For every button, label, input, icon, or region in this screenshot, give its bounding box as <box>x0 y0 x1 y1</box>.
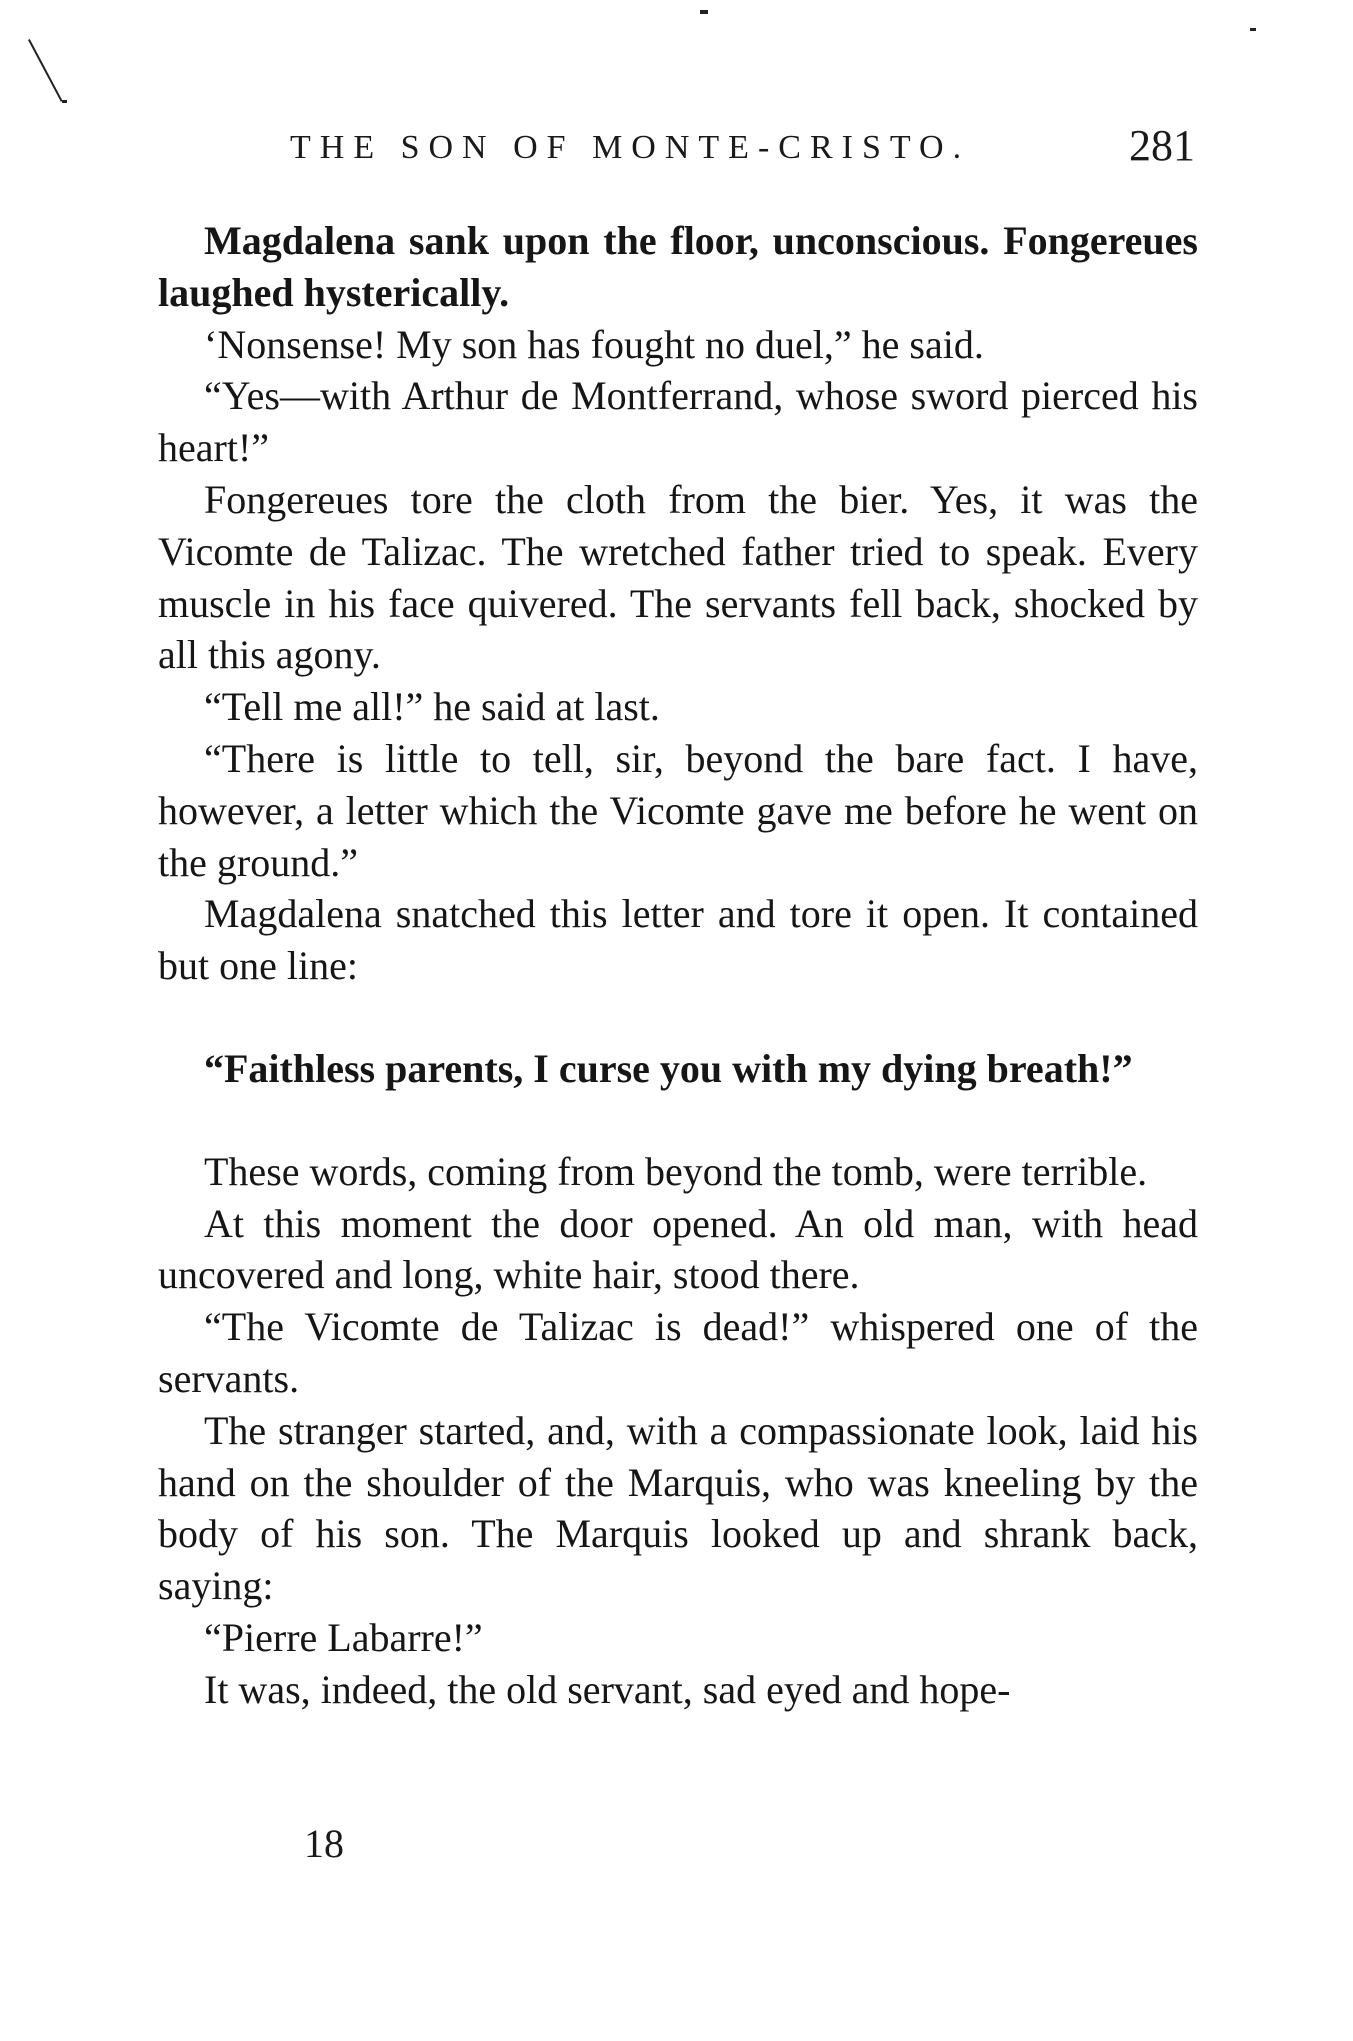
paragraph: ‘Nonsense! My son has fought no duel,” he said. <box>204 321 984 367</box>
paragraph: “There is little to tell, sir, beyond the bare fact. I have, however, a letter which the Vicomte gave me before he went on the ground.” <box>158 735 1198 885</box>
paragraph: “The Vicomte de Talizac is dead!” whispered one of the servants. <box>158 1304 1198 1401</box>
paragraph: Magdalena snatched this letter and tore it open. It contained but one line: <box>158 891 1198 989</box>
paragraph: Fongereues tore the cloth from the bier. Yes, it was the Vicomte de Talizac. The wretched father tried to speak. Every muscle in his face quivered. The servants fell back, shocked by all this agony. <box>158 476 1198 678</box>
paragraph: “Pierre Labarre!” <box>204 1614 483 1660</box>
paragraph: The stranger started, and, with a compassionate look, laid his hand on the shoulder of the Marquis, who was kneeling by the body of his son. The Marquis looked up and shrank back, saying: <box>158 1407 1198 1609</box>
page-number: 281 <box>1129 121 1195 170</box>
right-speck <box>1250 28 1256 31</box>
paragraph: At this moment the door opened. An old man, with head uncovered and long, white hair, stood there. <box>158 1200 1198 1298</box>
paragraph: “Yes—with Arthur de Montferrand, whose sword pierced his heart!” <box>158 373 1198 471</box>
margin-pen-stroke <box>28 39 63 102</box>
signature-mark: 18 <box>304 1821 344 1866</box>
body-text <box>158 215 1198 1716</box>
margin-dot <box>62 100 67 103</box>
paragraph-last: It was, indeed, the old servant, sad eyed and hope- <box>204 1666 1011 1712</box>
paragraph: These words, coming from beyond the tomb, were terrible. <box>204 1148 1148 1194</box>
paragraph: Magdalena sank upon the floor, unconscious. Fongereues laughed hysterically. <box>158 218 1198 315</box>
letter-quote: “Faithless parents, I curse you with my dying breath!” <box>204 1045 1133 1091</box>
top-speck <box>700 10 708 14</box>
running-title: THE SON OF MONTE-CRISTO. <box>290 129 971 166</box>
paragraph: “Tell me all!” he said at last. <box>204 684 660 730</box>
